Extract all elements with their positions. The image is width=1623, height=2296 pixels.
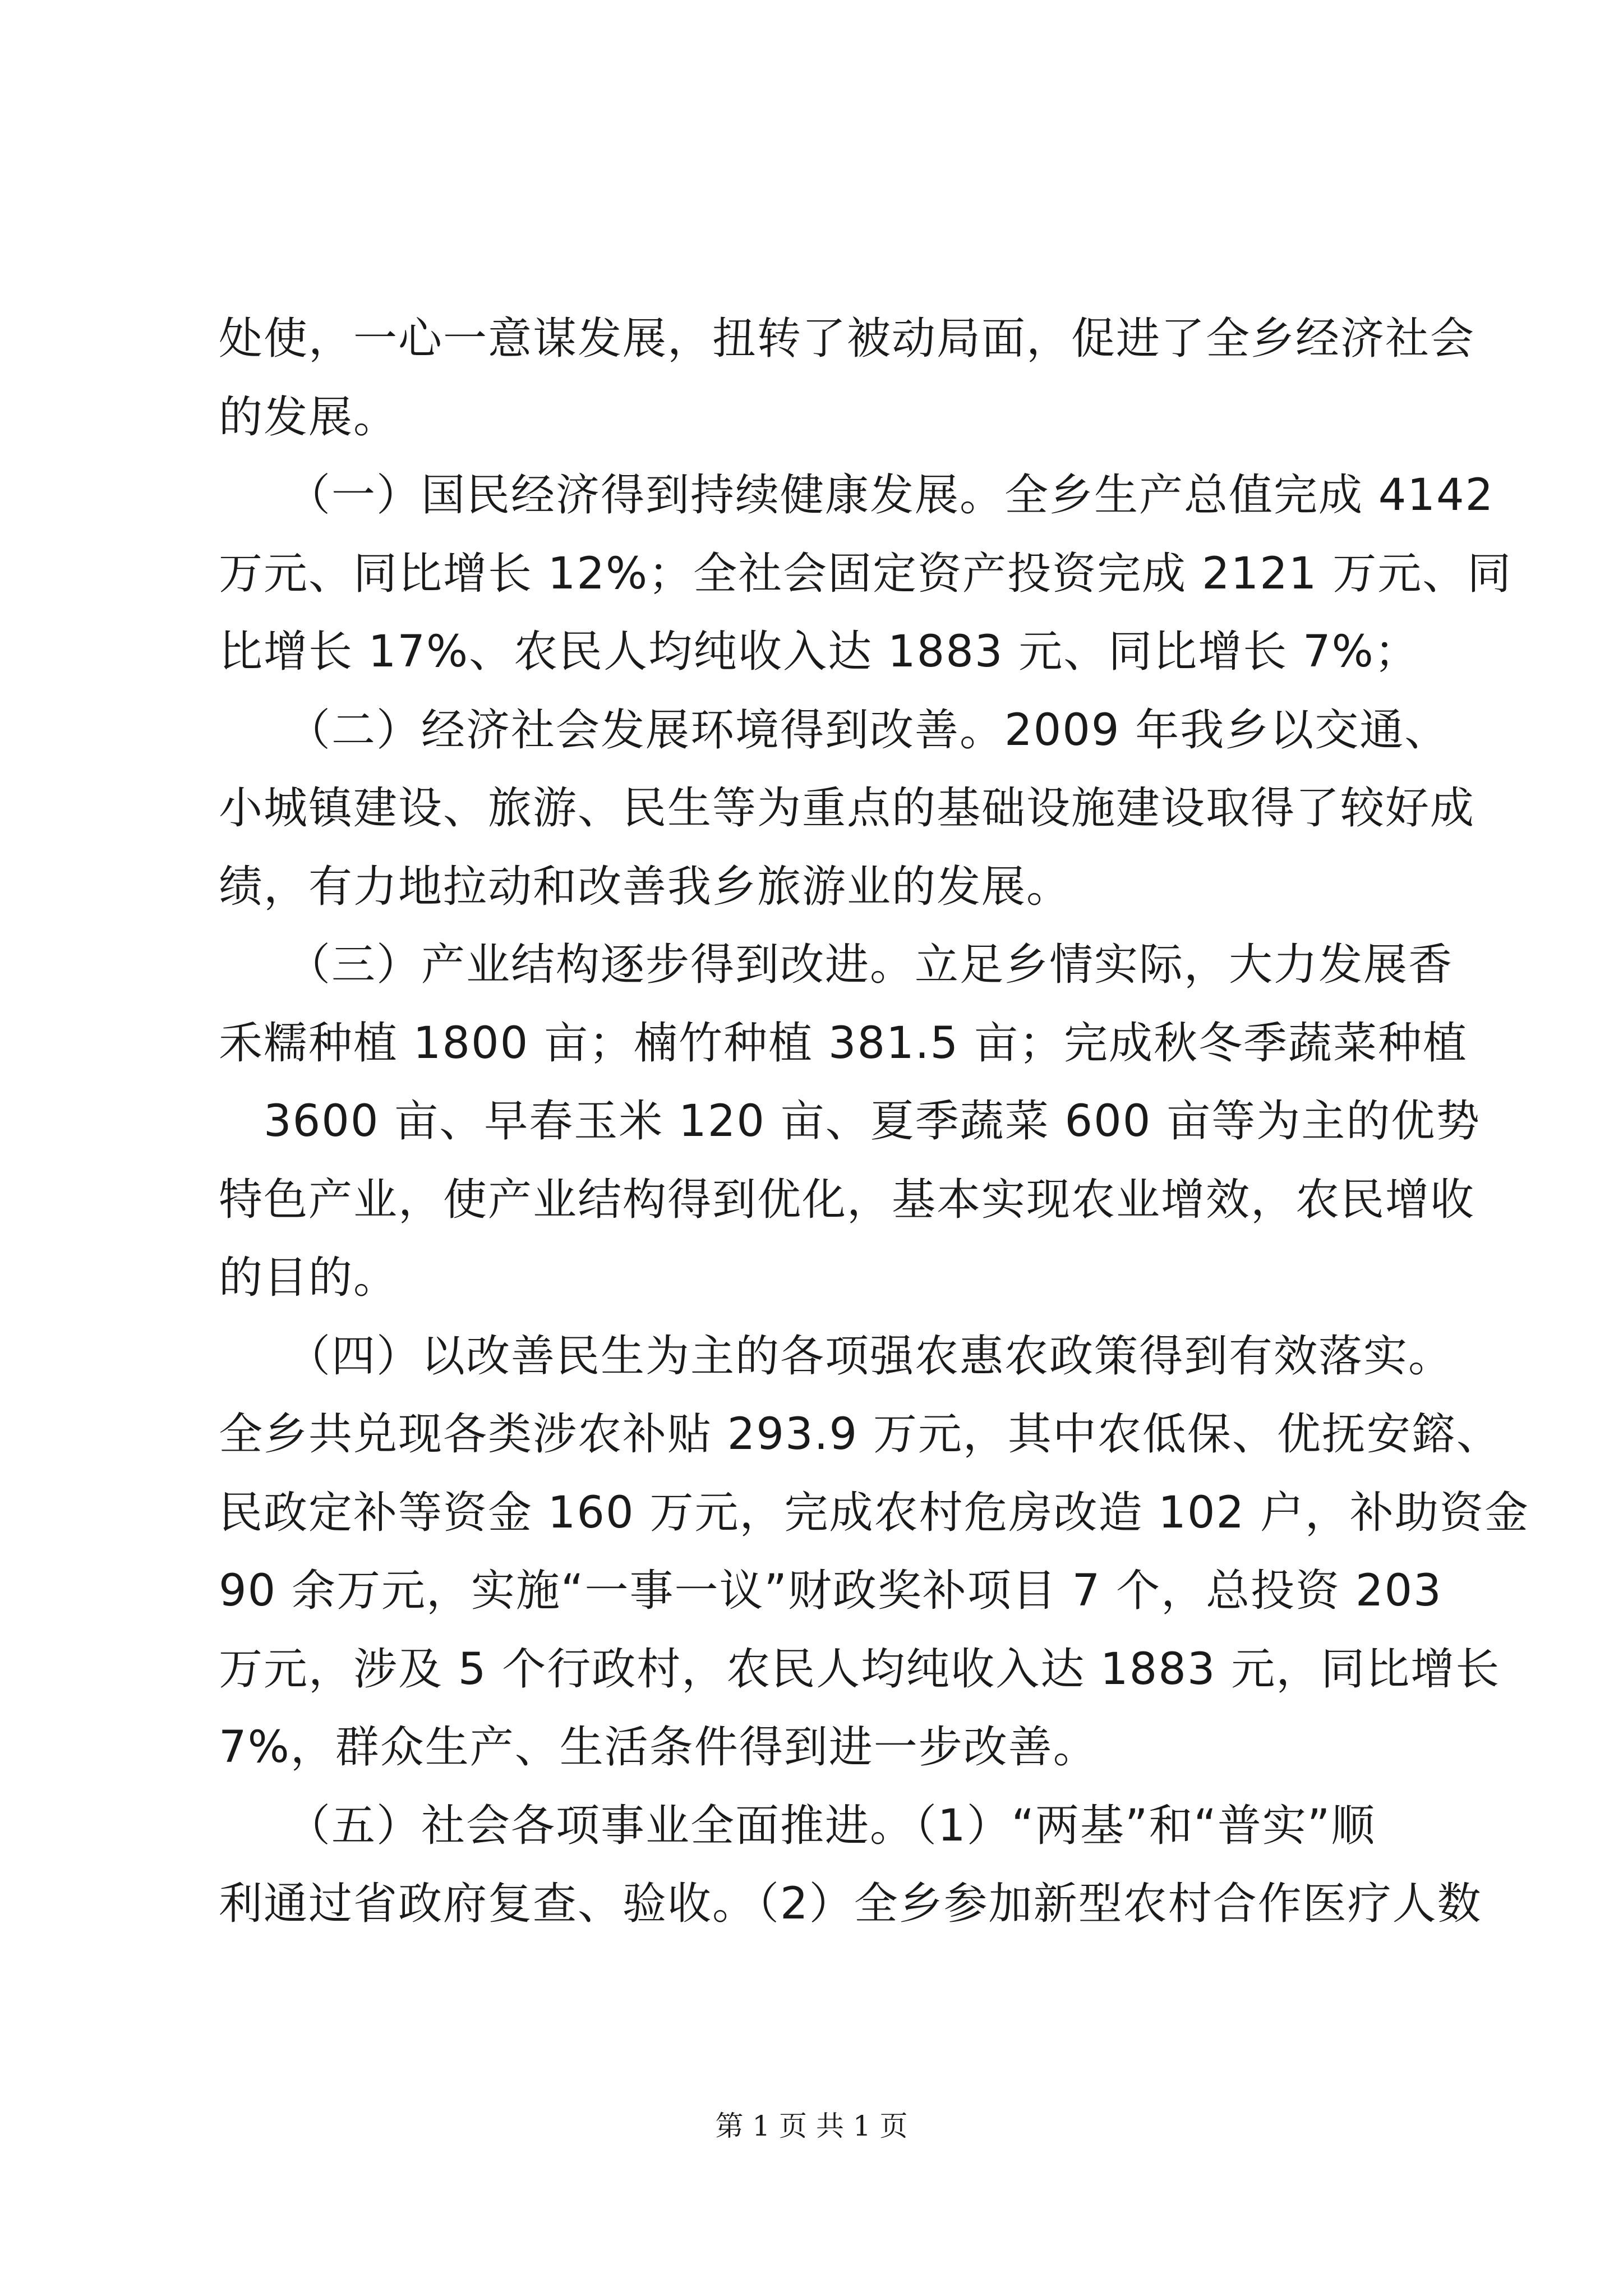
text-line: 万元、同比增长 12%；全社会固定资产投资完成 2121 万元、同 [219,548,1513,599]
text-line: 禾糯种植 1800 亩；楠竹种植 381.5 亩；完成秋冬季蔬菜种植 [219,1018,1468,1069]
text-line: （二）经济社会发展环境得到改善。2009 年我乡以交通、 [219,705,1450,756]
text-line: （四）以改善民生为主的各项强农惠农政策得到有效落实。 [219,1331,1454,1382]
text-line: 利通过省政府复查、验收。（2）全乡参加新型农村合作医疗人数 [219,1879,1482,1929]
text-line: 小城镇建设、旅游、民生等为重点的基础设施建设取得了较好成 [219,783,1476,834]
text-line: 绩，有力地拉动和改善我乡旅游业的发展。 [219,861,1072,912]
text-line: 全乡共兑现各类涉农补贴 293.9 万元，其中农低保、优抚安鎔、 [219,1409,1501,1460]
text-line: 万元，涉及 5 个行政村，农民人均纯收入达 1883 元，同比增长 [219,1644,1501,1695]
text-line: 3600 亩、早春玉米 120 亩、夏季蔬菜 600 亩等为主的优势 [219,1096,1481,1147]
text-line: 特色产业，使产业结构得到优化，基本实现农业增效，农民增收 [219,1174,1476,1225]
text-line: （三）产业结构逐步得到改进。立足乡情实际，大力发展香 [219,940,1454,990]
text-line: 7%，群众生产、生活条件得到进一步改善。 [219,1722,1098,1773]
text-line: 的目的。 [219,1253,399,1303]
text-line: （五）社会各项事业全面推进。（1）“两基”和“普实”顺 [219,1800,1376,1851]
body-text [219,300,1529,1944]
text-line: 的发展。 [219,392,399,443]
text-line: 民政定补等资金 160 万元，完成农村危房改造 102 户，补助资金 [219,1487,1529,1538]
text-line: 处使，一心一意谋发展，扭转了被动局面，促进了全乡经济社会 [219,314,1476,364]
page-footer: 第 1 页 共 1 页 [715,2110,908,2142]
text-line: 比增长 17%、农民人均纯收入达 1883 元、同比增长 7%； [219,627,1419,677]
text-line: （一）国民经济得到持续健康发展。全乡生产总值完成 4142 [219,470,1495,521]
text-line: 90 余万元，实施“一事一议”财政奖补项目 7 个，总投资 203 [219,1566,1442,1616]
